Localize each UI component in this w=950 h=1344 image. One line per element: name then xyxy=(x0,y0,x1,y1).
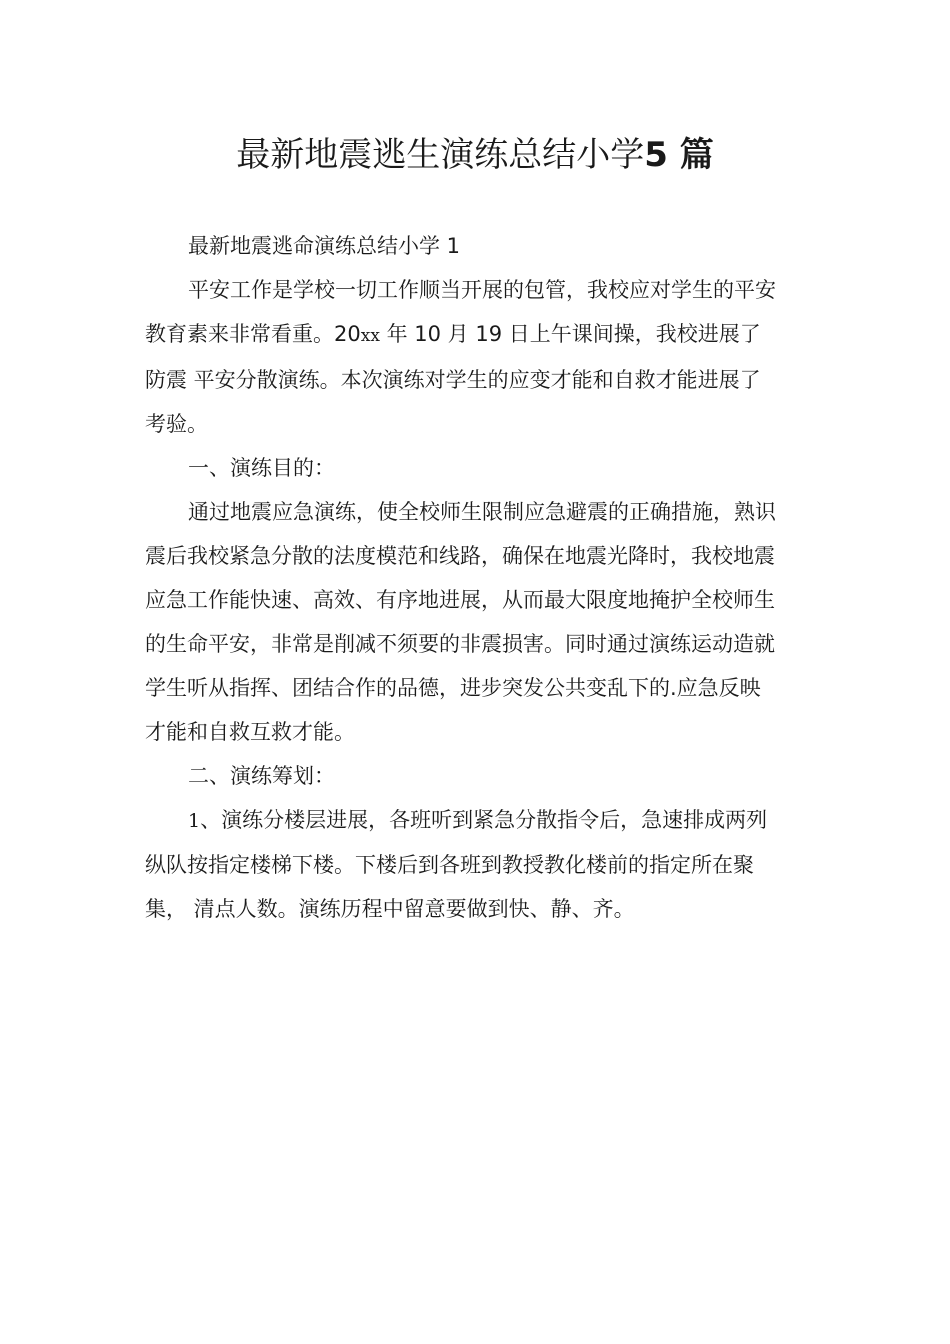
plan-line-1 xyxy=(145,798,810,843)
purpose-line-1: 通过地震应急演练，使全校师生限制应急避震的正确措施，熟识 xyxy=(188,500,776,524)
subtitle-line: 最新地震逃命演练总结小学 1 xyxy=(188,234,461,258)
heading-purpose-text: 一、演练目的： xyxy=(188,456,335,480)
plan-line-3: 集， 清点人数。演练历程中留意要做到快、静、齐。 xyxy=(145,897,635,921)
paragraph-intro xyxy=(145,268,810,446)
intro-line-2-a: 教育素来非常看重。20 xyxy=(145,322,361,346)
heading-plan-text: 二、演练筹划： xyxy=(188,764,335,788)
purpose-line-2: 震后我校紧急分散的法度模范和线路，确保在地震光降时，我校地震 xyxy=(145,544,775,568)
intro-line-1: 平安工作是学校一切工作顺当开展的包管，我校应对学生的平安 xyxy=(188,278,776,302)
document-body xyxy=(145,224,810,931)
plan-line-2: 纵队按指定楼梯下楼。下楼后到各班到教授教化楼前的指定所在聚 xyxy=(145,853,754,877)
purpose-line-3: 应急工作能快速、高效、有序地进展，从而最大限度地掩护全校师生 xyxy=(145,588,775,612)
intro-line-4: 考验。 xyxy=(145,412,208,436)
document-title xyxy=(0,132,950,178)
plan-item-number: 1 xyxy=(188,810,201,832)
intro-line-2-year: xx xyxy=(360,326,380,346)
purpose-line-4: 的生命平安，非常是削减不须要的非震损害。同时通过演练运动造就 xyxy=(145,632,775,656)
heading-purpose xyxy=(145,446,810,490)
paragraph-purpose xyxy=(145,490,810,754)
paragraph-plan xyxy=(145,798,810,931)
section-subtitle xyxy=(145,224,810,268)
plan-line-1-text: 、演练分楼层进展，各班听到紧急分散指令后，急速排成两列 xyxy=(200,808,768,832)
intro-line-2 xyxy=(145,312,810,358)
title-text: 最新地震逃生演练总结小学 xyxy=(236,135,645,175)
intro-line-2-c: 年 10 月 19 日上午课间操，我校进展了 xyxy=(379,322,761,346)
purpose-line-5: 学生听从指挥、团结合作的品德，进步突发公共变乱下的.应急反映 xyxy=(145,676,761,700)
title-count: 5 篇 xyxy=(644,135,714,175)
heading-plan xyxy=(145,754,810,798)
intro-line-3: 防震 平安分散演练。本次演练对学生的应变才能和自救才能进展了 xyxy=(145,368,761,392)
purpose-line-6: 才能和自救互救才能。 xyxy=(145,720,355,744)
